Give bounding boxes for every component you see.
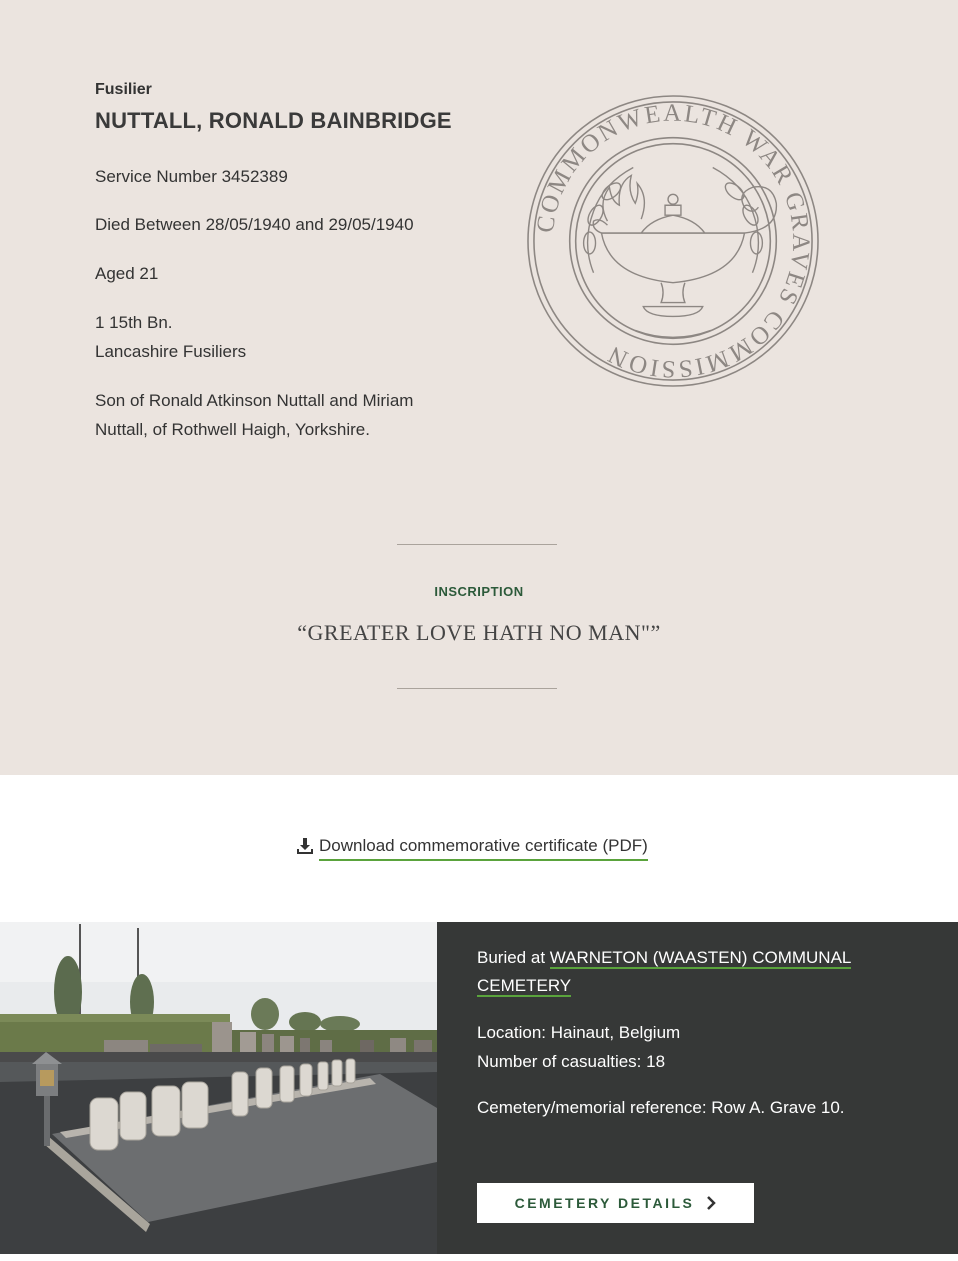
casualty-name: NUTTALL, RONALD BAINBRIDGE: [95, 108, 452, 133]
chevron-right-icon: [706, 1196, 716, 1210]
cemetery-casualty-count: Number of casualties: 18: [477, 1052, 666, 1071]
cemetery-location: Location: Hainaut, Belgium: [477, 1023, 681, 1042]
cwgc-seal-icon: [524, 94, 822, 388]
age: Aged 21: [95, 264, 159, 283]
inscription-text: “GREATER LOVE HATH NO MAN"”: [297, 620, 661, 645]
grave-reference: Cemetery/memorial reference: Row A. Grave 10.: [477, 1098, 845, 1117]
buried-at: [477, 944, 877, 1000]
unit-regiment: Lancashire Fusiliers: [95, 342, 247, 361]
cemetery-details-button[interactable]: [477, 1183, 754, 1223]
unit: [95, 308, 246, 366]
inscription-label: INSCRIPTION: [434, 584, 524, 599]
divider-top: [397, 544, 557, 545]
cemetery-photo: [0, 922, 437, 1254]
casualty-rank: Fusilier: [95, 81, 152, 98]
burial-panel: [437, 922, 958, 1254]
cemetery-location-info: [477, 1018, 680, 1076]
date-of-death: Died Between 28/05/1940 and 29/05/1940: [95, 215, 414, 234]
service-number: Service Number 3452389: [95, 167, 288, 186]
cemetery-details-label: CEMETERY DETAILS: [514, 1195, 695, 1211]
buried-at-prefix: Buried at: [477, 948, 550, 967]
additional-info: Son of Ronald Atkinson Nuttall and Miriam Nuttall, of Rothwell Haigh, Yorkshire.: [95, 391, 414, 439]
certificate-download-link[interactable]: Download commemorative certificate (PDF): [319, 834, 648, 861]
certificate-download[interactable]: [296, 834, 648, 864]
download-icon: [296, 837, 314, 855]
unit-battalion: 1 15th Bn.: [95, 313, 173, 332]
seal-text: COMMONWEALTH WAR GRAVES COMMISSION: [531, 99, 815, 383]
cemetery-link[interactable]: WARNETON (WAASTEN) COMMUNAL CEMETERY: [477, 948, 852, 995]
divider-bottom: [397, 688, 557, 689]
